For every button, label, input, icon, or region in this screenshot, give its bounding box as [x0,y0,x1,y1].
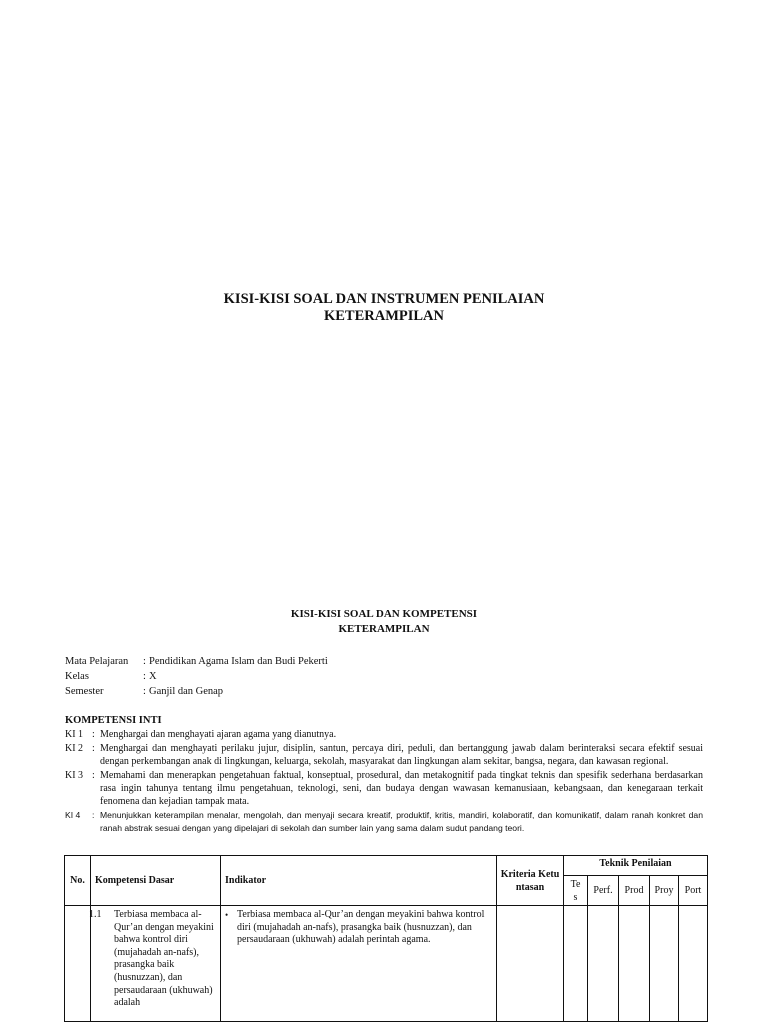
ki-colon: : [92,742,95,754]
header-no: No. [65,856,91,906]
semester-row [65,684,328,699]
header-test: Tes [564,876,588,906]
ki-text: Menghargai dan menghayati ajaran agama yang dianutnya. [100,729,337,740]
ki-text: Menghargai dan menghayati perilaku jujur, disiplin, santun, percaya diri, peduli, dan bertanggung jawab dalam berinteraksi secara efektif sesuai dengan perkembangan anak di lingkungan, keluarga, sekolah, masyarakat dan lingkungan alam sekitar, bangsa, negara, dan kawasan regional. [100,742,703,767]
core-competency-list [65,729,703,835]
subject-value: Pendidikan Agama Islam dan Budi Pekerti [149,656,328,667]
subject-info [65,654,328,699]
test-cell [564,906,588,1022]
semester-label: Semester [65,686,104,697]
class-row [65,669,328,684]
ki-item-3 [65,770,703,809]
ki-item-2 [65,743,703,769]
ki-label: KI 4 [65,810,81,821]
section-title-line2: KETERAMPILAN [338,623,430,635]
ki-text: Memahami dan menerapkan pengetahuan faktual, konseptual, prosedural, dan metakognitif pada tingkat teknis dan spesifik sederhana berdasarkan rasa ingin tahunya tentang ilmu pengetahuan, teknologi, seni, dan budaya dengan wawasan kemanusiaan, kebangsaan, dan kenegaraan terkait fenomena dan kejadian tampak mata. [100,769,703,807]
ki-item-4 [65,809,703,834]
indicator-item [221,906,496,947]
table-header-row [65,856,708,876]
document-title-line2: KETERAMPILAN [323,308,445,324]
header-indicator: Indikator [221,856,497,906]
table-row [65,906,708,1022]
header-project: Proy [650,876,679,906]
indicator-cell [221,906,497,1022]
document-title [0,291,768,325]
ki-label: KI 2 [65,742,84,754]
section-title-line1: KISI-KISI SOAL DAN KOMPETENSI [290,608,478,620]
ki-item-1 [65,729,703,742]
ki-label: KI 3 [65,769,84,781]
semester-value: Ganjil dan Genap [149,686,224,697]
header-competency: Kompetensi Dasar [91,856,221,906]
section-title [0,607,768,637]
class-label: Kelas [65,671,89,682]
semester-separator: : [143,686,146,697]
basic-competency-cell [91,906,221,1022]
indicator-text: Terbiasa membaca al-Qur’an dengan meyakini bahwa kontrol diri (mujahadah an-nafs), prasangka baik (husnuzzan), dan persaudaraan (ukhuwah) adalah perintah agama. [237,909,485,946]
subject-label: Mata Pelajaran [65,656,129,667]
performance-cell [588,906,619,1022]
header-assessment-technique: Teknik Penilaian [564,856,708,876]
document-title-line1: KISI-KISI SOAL DAN INSTRUMEN PENILAIAN [223,291,545,307]
ki-text: Menunjukkan keterampilan menalar, mengolah, dan menyaji secara kreatif, produktif, kritis, mandiri, kolaboratif, dan komunikatif, dalam ranah konkret dan ranah abstrak sesuai dengan yang dipelajari di sekolah dan sumber lain yang sama dalam sudut pandang teori. [100,810,703,833]
ki-colon: : [92,769,95,781]
criteria-cell [497,906,564,1022]
ki-label: KI 1 [65,729,84,740]
product-cell [619,906,650,1022]
row-number [65,906,91,1022]
header-completion-criteria: Kriteria Ketuntasan [497,856,564,906]
project-cell [650,906,679,1022]
subject-row [65,654,328,669]
assessment-table [64,855,708,1022]
competency-text: Terbiasa membaca al-Qur’an dengan meyakini bahwa kontrol diri (mujahadah an-nafs), prasangka baik (husnuzzan), dan persaudaraan (ukhuwah) adalah [114,909,214,1009]
header-portfolio: Port [679,876,708,906]
ki-colon: : [92,729,95,740]
header-performance: Perf. [588,876,619,906]
competency-number: 1.1 [89,909,102,920]
bullet-icon: • [225,910,229,920]
core-competency-heading: KOMPETENSI INTI [65,715,162,726]
subject-separator: : [143,656,146,667]
ki-colon: : [92,810,95,821]
portfolio-cell [679,906,708,1022]
header-product: Prod [619,876,650,906]
class-separator: : [143,671,146,682]
class-value: X [149,671,157,682]
